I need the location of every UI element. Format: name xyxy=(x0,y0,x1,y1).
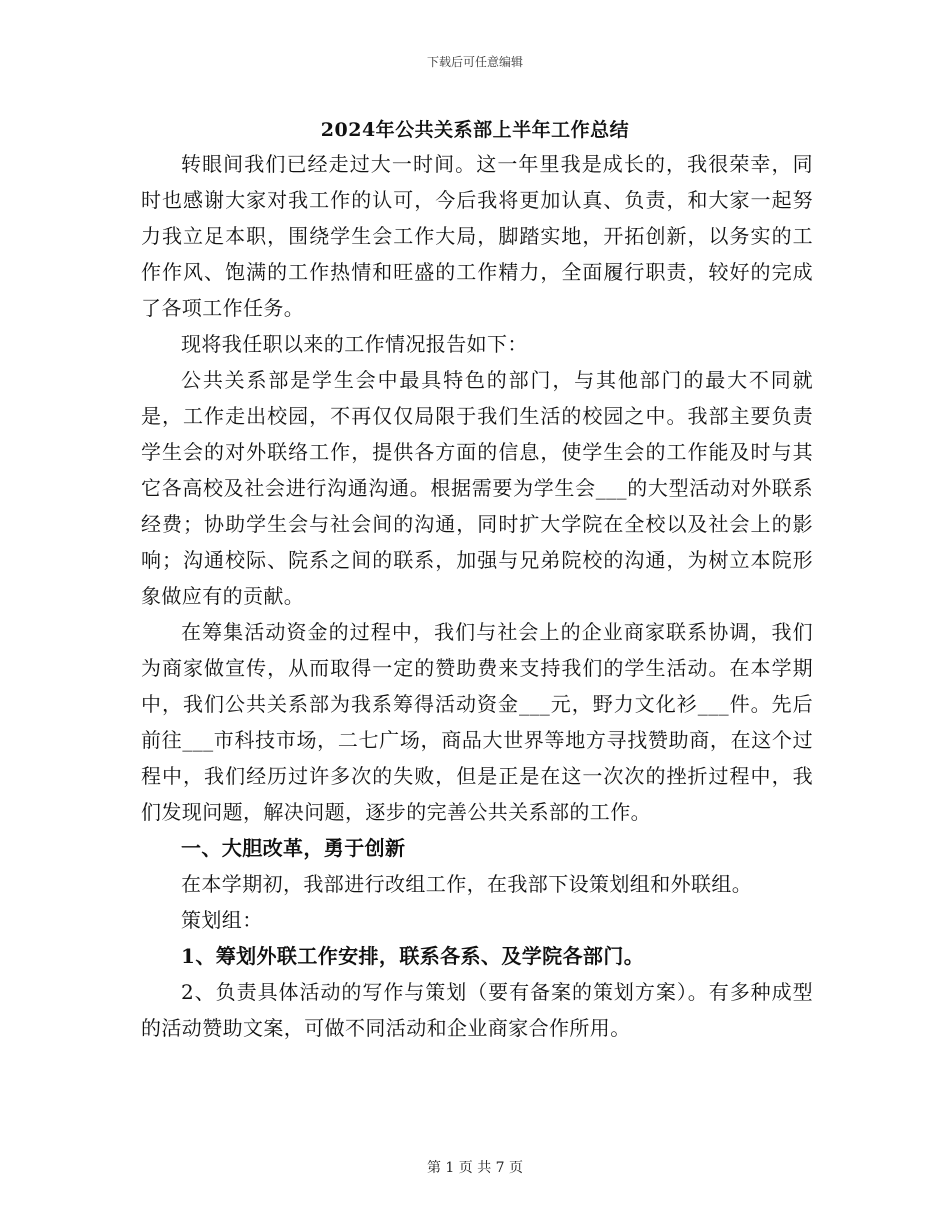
list-item-1: 1、筹划外联工作安排，联系各系、及学院各部门。 xyxy=(181,944,645,968)
page-header-note: 下载后可任意编辑 xyxy=(426,55,523,69)
paragraph-report-lead: 现将我任职以来的工作情况报告如下： xyxy=(181,332,528,356)
document-title: 2024年公共关系部上半年工作总结 xyxy=(320,119,630,141)
page-footer: 第 1 页 共 7 页 xyxy=(426,1160,524,1176)
paragraph-planning-group: 策划组： xyxy=(181,908,263,932)
paragraph-intro: 转眼间我们已经走过大一时间。这一年里我是成长的，我很荣幸，同时也感谢大家对我工作的认可，今后我将更加认真、负责，和大家一起努力我立足本职，围绕学生会工作大局，脚踏实地，开拓创新，以务实的工作作风、饱满的工作热情和旺盛的工作精力，全面履行职责，较好的完成了各项工作任务。 xyxy=(141,152,813,320)
list-item-2: 2、负责具体活动的写作与策划（要有备案的策划方案）。有多种成型的活动赞助文案，可做不同活动和企业商家合作所用。 xyxy=(141,980,813,1040)
section-heading-reform: 一、大胆改革，勇于创新 xyxy=(181,836,406,860)
document-body xyxy=(141,146,813,1046)
paragraph-department-role: 公共关系部是学生会中最具特色的部门，与其他部门的最大不同就是，工作走出校园，不再仅仅局限于我们生活的校园之中。我部主要负责学生会的对外联络工作，提供各方面的信息，使学生会的工作能及时与其它各高校及社会进行沟通沟通。根据需要为学生会___的大型活动对外联系经费；协助学生会与社会间的沟通，同时扩大学院在全校以及社会上的影响；沟通校际、院系之间的联系，加强与兄弟院校的沟通，为树立本院形象做应有的贡献。 xyxy=(141,368,813,608)
paragraph-fundraising: 在筹集活动资金的过程中，我们与社会上的企业商家联系协调，我们为商家做宣传，从而取得一定的赞助费来支持我们的学生活动。在本学期中，我们公共关系部为我系筹得活动资金___元，野力文化衫___件。先后前往___市科技市场，二七广场，商品大世界等地方寻找赞助商，在这个过程中，我们经历过许多次的失败，但是正是在这一次次的挫折过程中，我们发现问题，解决问题，逐步的完善公共关系部的工作。 xyxy=(141,620,813,824)
paragraph-reorganization: 在本学期初，我部进行改组工作，在我部下设策划组和外联组。 xyxy=(181,872,753,896)
